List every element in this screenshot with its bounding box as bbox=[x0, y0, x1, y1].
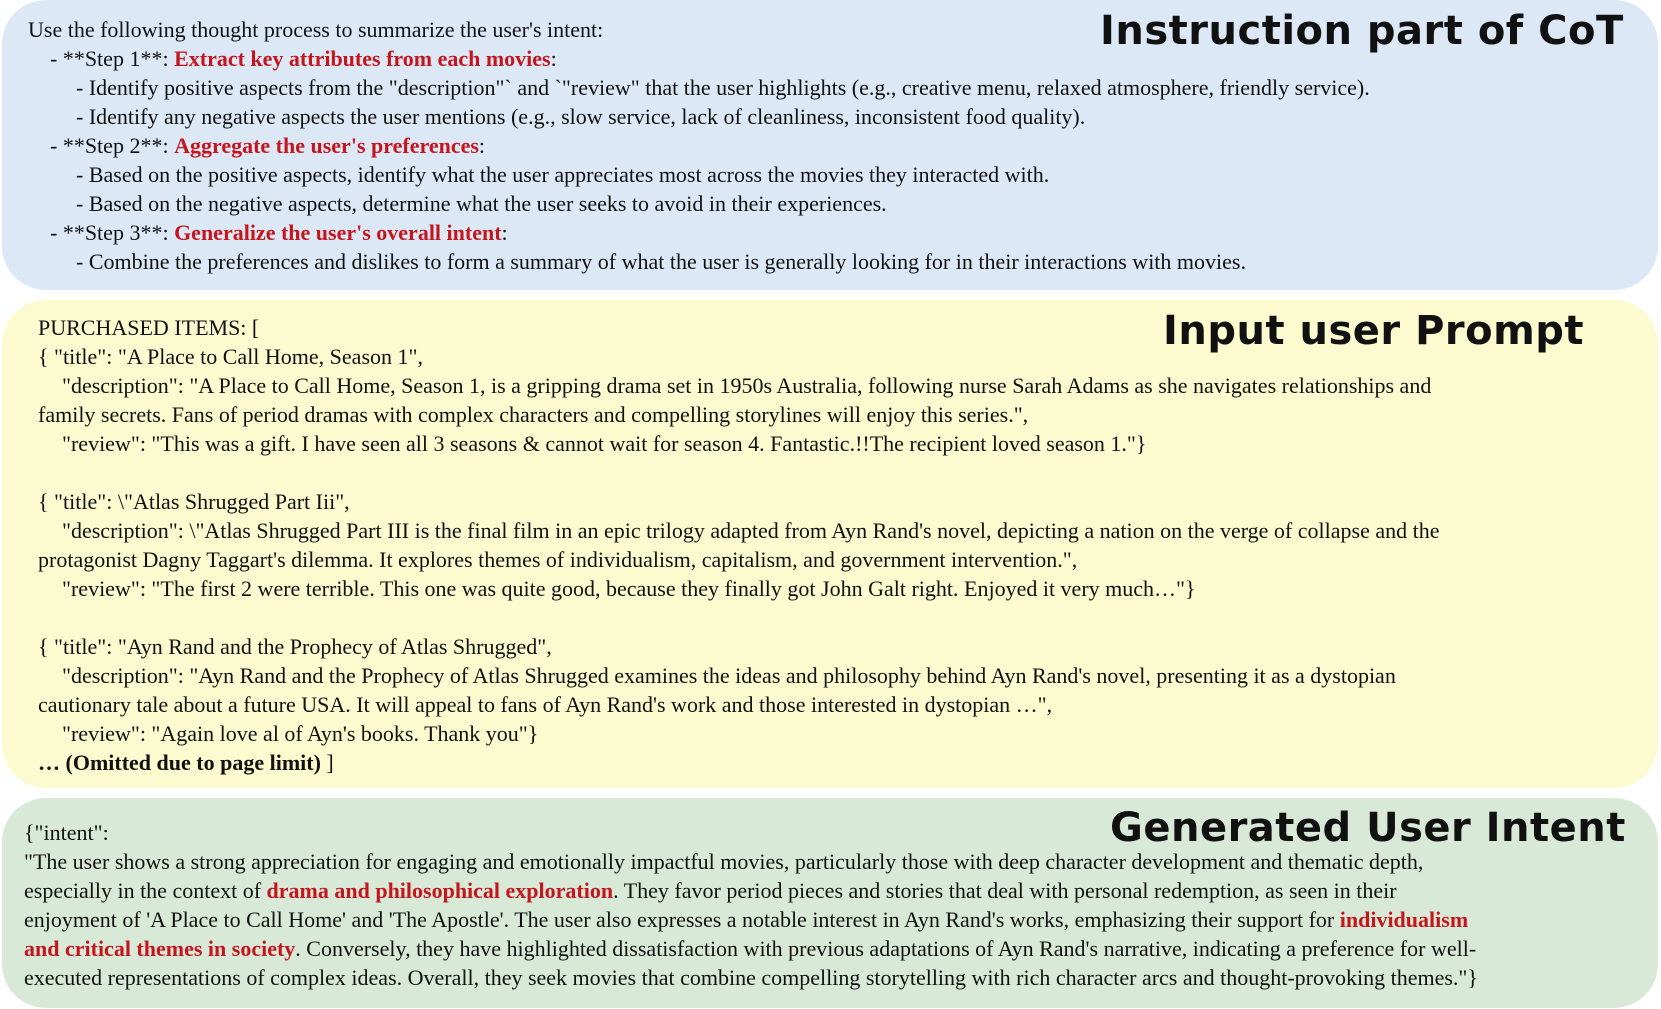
step3-suffix: : bbox=[501, 220, 508, 245]
intent-heading: Generated User Intent bbox=[1110, 805, 1626, 851]
step2-prefix: - **Step 2**: bbox=[50, 133, 175, 158]
closing-bracket: ] bbox=[320, 750, 334, 775]
omitted-note bbox=[38, 748, 334, 777]
step2-detail-2: - Based on the negative aspects, determine what the user seeks to avoid in their experiences. bbox=[76, 191, 887, 216]
step1-highlight: Extract key attributes from each movies bbox=[174, 46, 551, 71]
step2-highlight: Aggregate the user's preferences bbox=[174, 133, 479, 158]
item1-review: "review": "This was a gift. I have seen all 3 seasons & cannot wait for season 4. Fantastic.!!The recipient loved season 1."} bbox=[62, 431, 1147, 456]
step3-prefix: - **Step 3**: bbox=[50, 220, 175, 245]
item1-description-1: "description": "A Place to Call Home, Season 1, is a gripping drama set in 1950s Australia, following nurse Sarah Adams as she navigates relationships and bbox=[62, 373, 1432, 398]
intent-key: {"intent": bbox=[24, 820, 109, 845]
intent-highlight-drama: drama and philosophical exploration bbox=[266, 878, 614, 903]
intent-line-2 bbox=[24, 876, 1397, 905]
omitted-text: … (Omitted due to page limit) bbox=[38, 750, 321, 775]
step3-highlight: Generalize the user's overall intent bbox=[174, 220, 502, 245]
step1-detail-2: - Identify any negative aspects the user mentions (e.g., slow service, lack of cleanliness, inconsistent food quality). bbox=[76, 104, 1086, 129]
intent-line-2-text-b: . They favor period pieces and stories that deal with personal redemption, as seen in their bbox=[613, 878, 1397, 903]
intent-line-4 bbox=[24, 934, 1476, 963]
step2-detail-1: - Based on the positive aspects, identify what the user appreciates most across the movies they interacted with. bbox=[76, 162, 1050, 187]
item3-title: { "title": "Ayn Rand and the Prophecy of Atlas Shrugged", bbox=[38, 634, 552, 659]
intent-line-2-text-a: especially in the context of bbox=[24, 878, 267, 903]
intent-line-3 bbox=[24, 905, 1468, 934]
step3-line bbox=[50, 218, 508, 247]
intent-line-5: executed representations of complex ideas. Overall, they seek movies that combine compelling storytelling with rich character arcs and thought-provoking themes."} bbox=[24, 965, 1478, 990]
intent-highlight-critical-themes: and critical themes in society bbox=[24, 936, 296, 961]
step2-line bbox=[50, 131, 485, 160]
step1-suffix: : bbox=[550, 46, 557, 71]
purchased-items-header: PURCHASED ITEMS: [ bbox=[38, 315, 260, 340]
step1-detail-1: - Identify positive aspects from the "description"` and `"review" that the user highlights (e.g., creative menu, relaxed atmosphere, friendly service). bbox=[76, 75, 1370, 100]
item3-description-2: cautionary tale about a future USA. It will appeal to fans of Ayn Rand's work and those interested in dystopian …", bbox=[38, 692, 1053, 717]
intent-line-4-text: . Conversely, they have highlighted dissatisfaction with previous adaptations of Ayn Rand's narrative, indicating a preference for well- bbox=[295, 936, 1477, 961]
intent-highlight-individualism: individualism bbox=[1339, 907, 1469, 932]
input-heading: Input user Prompt bbox=[1163, 308, 1585, 354]
item2-description-1: "description": \"Atlas Shrugged Part III is the final film in an epic trilogy adapted from Ayn Rand's novel, depicting a nation on the verge of collapse and the bbox=[62, 518, 1440, 543]
item3-review: "review": "Again love al of Ayn's books. Thank you"} bbox=[62, 721, 539, 746]
step3-detail-1: - Combine the preferences and dislikes to form a summary of what the user is generally looking for in their interactions with movies. bbox=[76, 249, 1246, 274]
item2-description-2: protagonist Dagny Taggart's dilemma. It explores themes of individualism, capitalism, and government intervention.", bbox=[38, 547, 1078, 572]
item2-title: { "title": \"Atlas Shrugged Part Iii", bbox=[38, 489, 350, 514]
intent-line-3-text: enjoyment of 'A Place to Call Home' and 'The Apostle'. The user also expresses a notable interest in Ayn Rand's works, emphasizing their support for bbox=[24, 907, 1340, 932]
step1-prefix: - **Step 1**: bbox=[50, 46, 175, 71]
intent-line-1: "The user shows a strong appreciation for engaging and emotionally impactful movies, particularly those with deep character development and thematic depth, bbox=[24, 849, 1424, 874]
item2-review: "review": "The first 2 were terrible. This one was quite good, because they finally got John Galt right. Enjoyed it very much…"} bbox=[62, 576, 1196, 601]
step2-suffix: : bbox=[478, 133, 486, 158]
step1-line bbox=[50, 44, 557, 73]
item3-description-1: "description": "Ayn Rand and the Prophecy of Atlas Shrugged examines the ideas and philosophy behind Ayn Rand's novel, presenting it as a dystopian bbox=[62, 663, 1396, 688]
item1-description-2: family secrets. Fans of period dramas with complex characters and compelling storylines will enjoy this series.", bbox=[38, 402, 1029, 427]
instruction-intro: Use the following thought process to summarize the user's intent: bbox=[28, 17, 604, 42]
item1-title: { "title": "A Place to Call Home, Season 1", bbox=[38, 344, 423, 369]
instruction-heading: Instruction part of CoT bbox=[1100, 8, 1624, 54]
